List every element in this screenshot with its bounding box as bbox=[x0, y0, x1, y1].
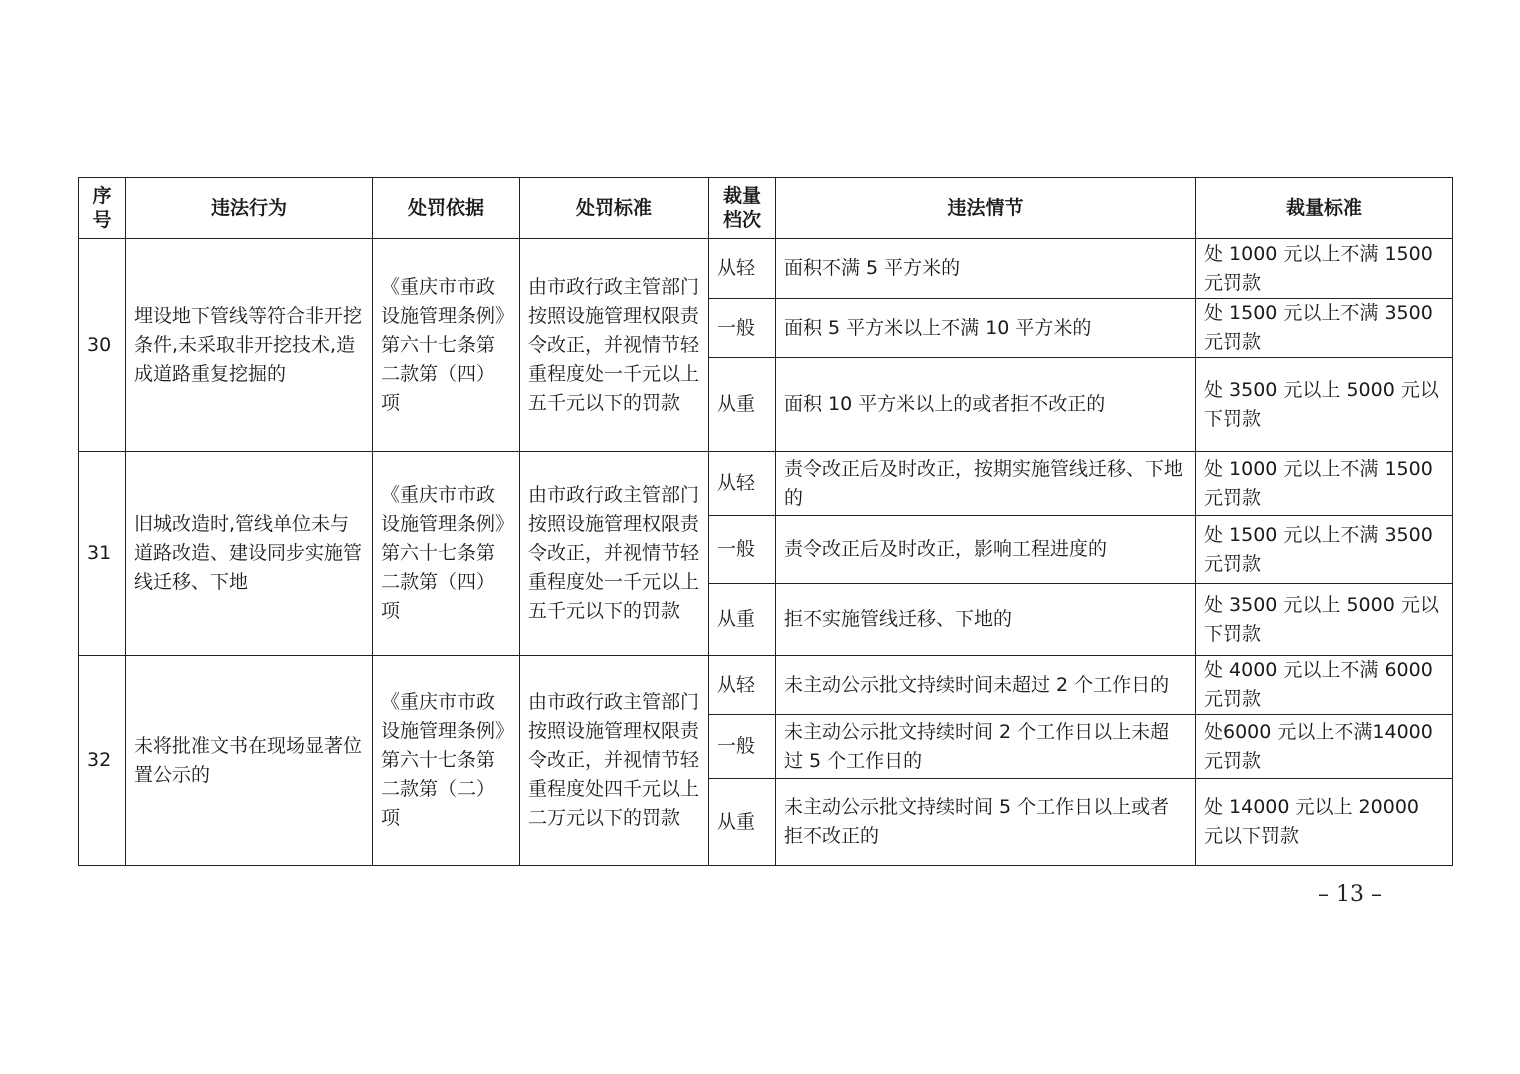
level-cell: 一般 bbox=[709, 715, 776, 779]
measure-cell: 处 1000 元以上不满 1500 元罚款 bbox=[1196, 452, 1453, 516]
header-basis: 处罚依据 bbox=[373, 178, 520, 239]
header-standard: 处罚标准 bbox=[520, 178, 709, 239]
measure-cell: 处 4000 元以上不满 6000 元罚款 bbox=[1196, 656, 1453, 715]
row-act: 旧城改造时,管线单位未与道路改造、建设同步实施管线迁移、下地 bbox=[126, 452, 373, 656]
level-cell: 一般 bbox=[709, 299, 776, 358]
level-cell: 从重 bbox=[709, 584, 776, 656]
level-cell: 从轻 bbox=[709, 656, 776, 715]
measure-cell: 处 3500 元以上 5000 元以下罚款 bbox=[1196, 584, 1453, 656]
measure-cell: 处 1500 元以上不满 3500 元罚款 bbox=[1196, 299, 1453, 358]
measure-cell: 处 1000 元以上不满 1500 元罚款 bbox=[1196, 239, 1453, 299]
level-cell: 一般 bbox=[709, 516, 776, 584]
page-number: – 13 – bbox=[1318, 882, 1382, 907]
header-measure: 裁量标准 bbox=[1196, 178, 1453, 239]
table-row bbox=[79, 452, 1453, 516]
circumstance-cell: 面积不满 5 平方米的 bbox=[776, 239, 1196, 299]
header-row bbox=[79, 178, 1453, 239]
circumstance-cell: 责令改正后及时改正，影响工程进度的 bbox=[776, 516, 1196, 584]
circumstance-cell: 未主动公示批文持续时间未超过 2 个工作日的 bbox=[776, 656, 1196, 715]
circumstance-cell: 责令改正后及时改正，按期实施管线迁移、下地的 bbox=[776, 452, 1196, 516]
table-row bbox=[79, 656, 1453, 715]
header-act: 违法行为 bbox=[126, 178, 373, 239]
circumstance-cell: 拒不实施管线迁移、下地的 bbox=[776, 584, 1196, 656]
row-act: 埋设地下管线等符合非开挖条件,未采取非开挖技术,造成道路重复挖掘的 bbox=[126, 239, 373, 452]
circumstance-cell: 未主动公示批文持续时间 5 个工作日以上或者拒不改正的 bbox=[776, 779, 1196, 866]
row-act: 未将批准文书在现场显著位置公示的 bbox=[126, 656, 373, 866]
row-standard: 由市政行政主管部门按照设施管理权限责令改正，并视情节轻重程度处一千元以上五千元以下的罚款 bbox=[520, 239, 709, 452]
level-cell: 从重 bbox=[709, 358, 776, 452]
circumstance-cell: 面积 5 平方米以上不满 10 平方米的 bbox=[776, 299, 1196, 358]
level-cell: 从重 bbox=[709, 779, 776, 866]
row-standard: 由市政行政主管部门按照设施管理权限责令改正，并视情节轻重程度处一千元以上五千元以下的罚款 bbox=[520, 452, 709, 656]
measure-cell: 处 14000 元以上 20000 元以下罚款 bbox=[1196, 779, 1453, 866]
row-seq: 30 bbox=[79, 239, 126, 452]
row-seq: 32 bbox=[79, 656, 126, 866]
penalty-table bbox=[78, 177, 1453, 866]
row-standard: 由市政行政主管部门按照设施管理权限责令改正，并视情节轻重程度处四千元以上二万元以下的罚款 bbox=[520, 656, 709, 866]
level-cell: 从轻 bbox=[709, 452, 776, 516]
circumstance-cell: 面积 10 平方米以上的或者拒不改正的 bbox=[776, 358, 1196, 452]
header-circumstance: 违法情节 bbox=[776, 178, 1196, 239]
row-basis: 《重庆市市政设施管理条例》第六十七条第二款第（四）项 bbox=[373, 452, 520, 656]
header-level: 裁量档次 bbox=[709, 178, 776, 239]
table-row bbox=[79, 239, 1453, 299]
circumstance-cell: 未主动公示批文持续时间 2 个工作日以上未超过 5 个工作日的 bbox=[776, 715, 1196, 779]
level-cell: 从轻 bbox=[709, 239, 776, 299]
row-seq: 31 bbox=[79, 452, 126, 656]
measure-cell: 处6000 元以上不满14000 元罚款 bbox=[1196, 715, 1453, 779]
row-basis: 《重庆市市政设施管理条例》第六十七条第二款第（二）项 bbox=[373, 656, 520, 866]
measure-cell: 处 3500 元以上 5000 元以下罚款 bbox=[1196, 358, 1453, 452]
row-basis: 《重庆市市政设施管理条例》第六十七条第二款第（四）项 bbox=[373, 239, 520, 452]
measure-cell: 处 1500 元以上不满 3500 元罚款 bbox=[1196, 516, 1453, 584]
header-seq: 序号 bbox=[79, 178, 126, 239]
